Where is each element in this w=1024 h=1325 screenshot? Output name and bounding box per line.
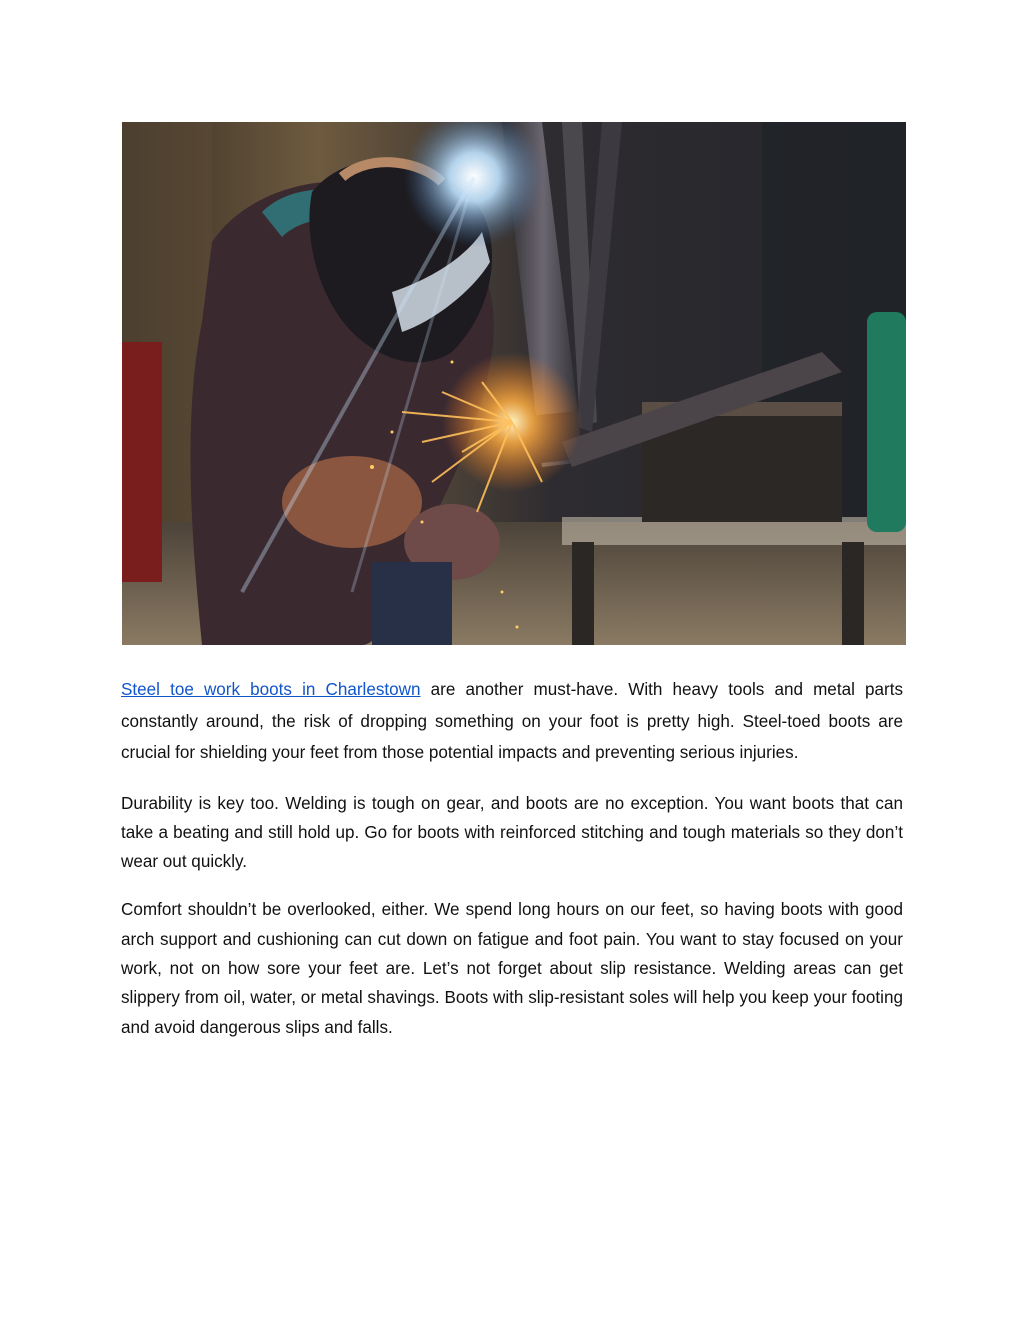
red-machine xyxy=(122,342,162,582)
paragraph-comfort: Comfort shouldn’t be overlooked, either. We spend long hours on our feet, so having boots with good arch support and cushioning can cut down on fatigue and foot pain. You want to stay focused on your work, not on how sore your feet are. Let’s not forget about slip resistance. Welding areas can get slippery from oil, water, or metal shavings. Boots with slip-resistant soles will help you keep your footing and avoid dangerous slips and falls. xyxy=(121,900,903,1037)
left-glove xyxy=(282,456,422,548)
charlestown-boots-link[interactable]: Steel toe work boots in Charlestown xyxy=(121,680,421,699)
green-machine xyxy=(867,312,906,532)
paragraph-1-text: are another must-have. With heavy tools and metal parts constantly around, the risk of dropping something on your foot is pretty high. Steel-toed boots are crucial for shielding your feet from those potential impacts and preventing serious injuries. xyxy=(121,680,903,762)
welder-photo xyxy=(122,122,906,645)
article-body xyxy=(121,674,903,1042)
welder-photo-illustration xyxy=(122,122,906,645)
paragraph-steel-toe xyxy=(121,674,903,769)
paragraph-durability: Durability is key too. Welding is tough on gear, and boots are no exception. You want boots that can take a beating and still hold up. Go for boots with reinforced stitching and tough materials so they don’t wear out quickly. xyxy=(121,793,903,872)
